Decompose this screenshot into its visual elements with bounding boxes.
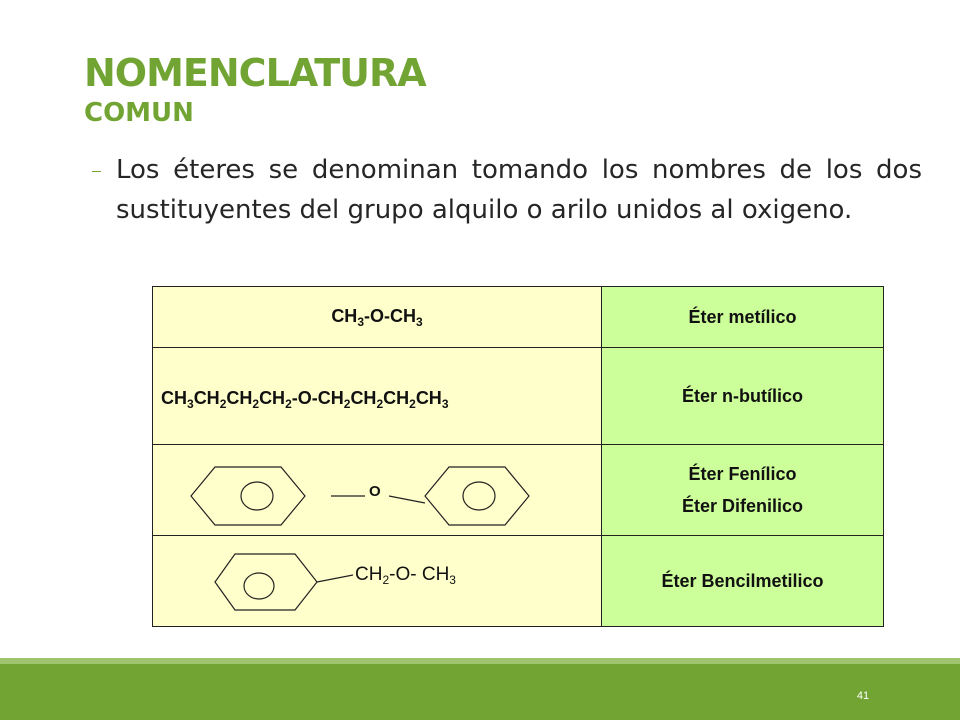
structure-cell (153, 536, 602, 627)
slide-subtitle: COMUN (84, 98, 194, 128)
ether-name: Éter n-butílico (682, 386, 803, 406)
bullet-text: Los éteres se denominan tomando los nombres de los dos sustituyentes del grupo alquilo o arilo unidos al oxigeno. (116, 155, 922, 225)
table-row (153, 445, 884, 536)
ether-table (152, 286, 884, 627)
benzene-ring-icon (215, 554, 317, 610)
substituent-label: $CH_2-O-$ $CH_3$ (355, 564, 456, 587)
structure-cell (153, 445, 602, 536)
ether-name: Éter Bencilmetilico (661, 571, 824, 591)
bullet-icon: ⎯ (92, 160, 101, 181)
benzene-ring-icon (425, 467, 529, 525)
benzyl-methyl-ether-structure (153, 536, 601, 626)
ether-name: Éter Fenílico (688, 464, 797, 484)
aromatic-circle-icon (241, 482, 273, 510)
footer-bar (0, 664, 960, 720)
name-cell (602, 348, 884, 445)
formula-cell (153, 348, 602, 445)
benzene-ring-icon (191, 467, 305, 525)
slide-title: NOMENCLATURA (84, 51, 426, 95)
bond-line-icon (317, 575, 353, 582)
name-cell (602, 445, 884, 536)
ether-name: Éter Difenilico (681, 496, 804, 516)
page-number: 41 (856, 690, 870, 702)
bond-line-icon (389, 496, 425, 503)
table-row (153, 348, 884, 445)
aromatic-circle-icon (244, 573, 274, 599)
name-cell (602, 536, 884, 627)
oxygen-label: O (369, 483, 381, 500)
formula-cell (153, 287, 602, 348)
aromatic-circle-icon (463, 482, 495, 510)
formula-text: $CH_3CH_2CH_2CH_2-O-CH_2CH_2CH_2CH_3$ (161, 387, 449, 411)
table-row (153, 536, 884, 627)
name-cell (602, 287, 884, 348)
diphenyl-ether-structure (153, 445, 601, 535)
ether-name: Éter metílico (688, 307, 797, 327)
table-row (153, 287, 884, 348)
formula-text: $CH_3-O-CH_3$ (331, 305, 423, 329)
